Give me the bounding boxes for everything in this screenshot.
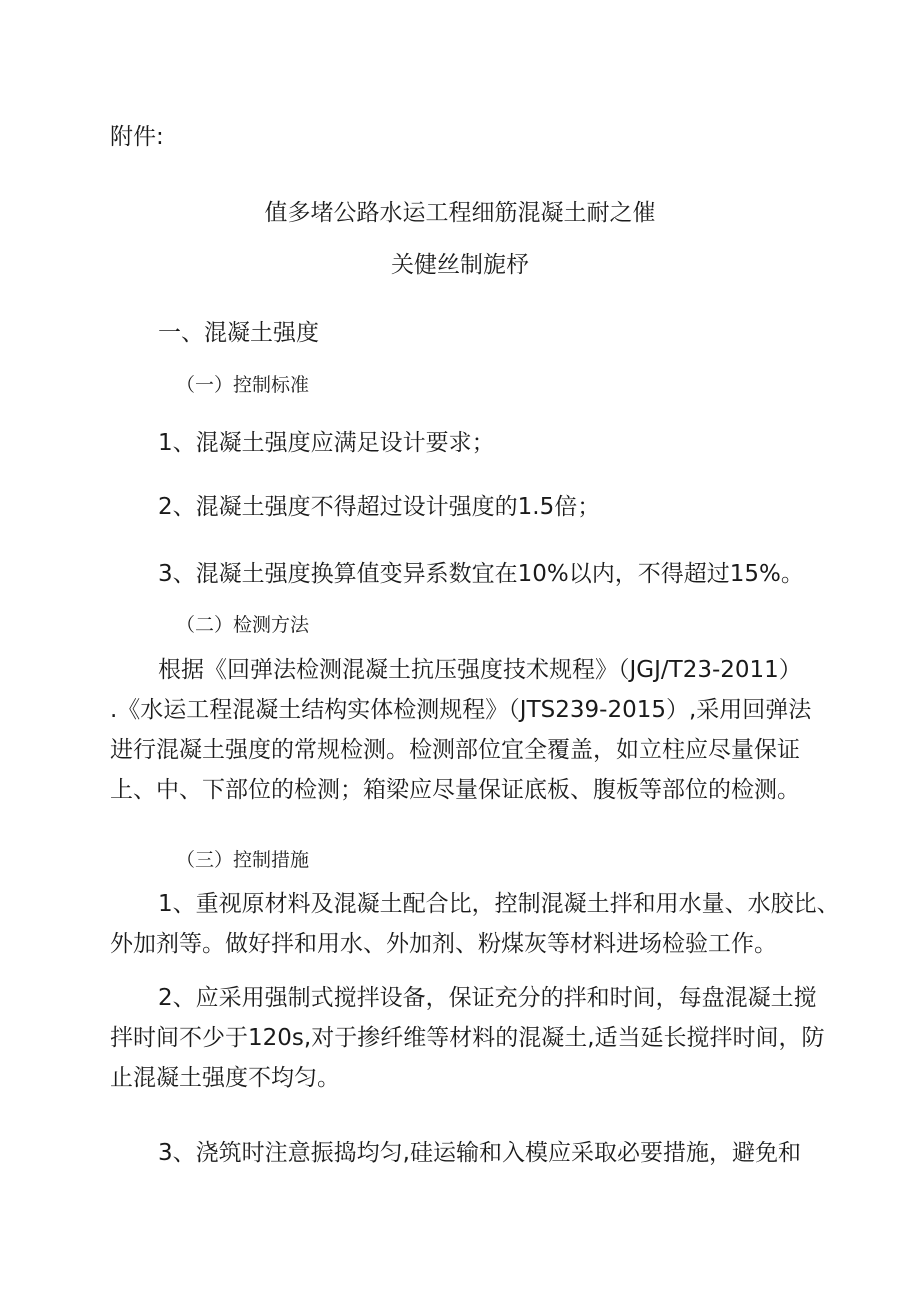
paragraph-line: 根据《回弹法检测混凝土抗压强度技术规程》（JGJ/T23-2011） bbox=[158, 657, 802, 683]
paragraph-line: 进行混凝土强度的常规检测。检测部位宜全覆盖，如立柱应尽量保证 bbox=[110, 737, 800, 763]
subsection-heading-methods: （二）检测方法 bbox=[176, 614, 310, 636]
paragraph-line: 止混凝土强度不均匀。 bbox=[110, 1065, 340, 1091]
paragraph-line: .《水运工程混凝土结构实体检测规程》（JTS239-2015）,采用回弹法 bbox=[110, 697, 812, 723]
paragraph-line: 拌时间不少于120s,对于掺纤维等材料的混凝土,适当延长搅拌时间，防 bbox=[110, 1025, 825, 1051]
document-title-line2: 关健丝制旎杼 bbox=[391, 252, 529, 278]
attachment-label: 附件: bbox=[110, 124, 164, 150]
standard-item-3: 3、混凝土强度换算值变异系数宜在10%以内，不得超过15%。 bbox=[158, 561, 804, 587]
standard-item-2: 2、混凝土强度不得超过设计强度的1.5倍； bbox=[158, 494, 601, 520]
paragraph-line: 2、应采用强制式搅拌设备，保证充分的拌和时间，每盘混凝土搅 bbox=[158, 985, 817, 1011]
paragraph-line: 1、重视原材料及混凝土配合比，控制混凝土拌和用水量、水胶比、 bbox=[158, 891, 840, 917]
measure-item-1 bbox=[110, 884, 840, 964]
measure-item-3: 3、浇筑时注意振捣均匀,硅运输和入模应采取必要措施，避免和 bbox=[158, 1140, 801, 1166]
method-paragraph bbox=[110, 650, 810, 810]
measure-item-2 bbox=[110, 978, 825, 1098]
document-title-line1: 值多堵公路水运工程细筋混凝土耐之催 bbox=[264, 200, 656, 226]
subsection-heading-measures: （三）控制措施 bbox=[176, 849, 310, 871]
section-heading: 一、混凝土强度 bbox=[158, 320, 319, 346]
subsection-heading-standards: （一）控制标准 bbox=[176, 374, 310, 396]
standard-item-1: 1、混凝土强度应满足设计要求； bbox=[158, 430, 495, 456]
paragraph-line: 上、中、下部位的检测；箱梁应尽量保证底板、腹板等部位的检测。 bbox=[110, 777, 800, 803]
paragraph-line: 外加剂等。做好拌和用水、外加剂、粉煤灰等材料进场检验工作。 bbox=[110, 931, 777, 957]
